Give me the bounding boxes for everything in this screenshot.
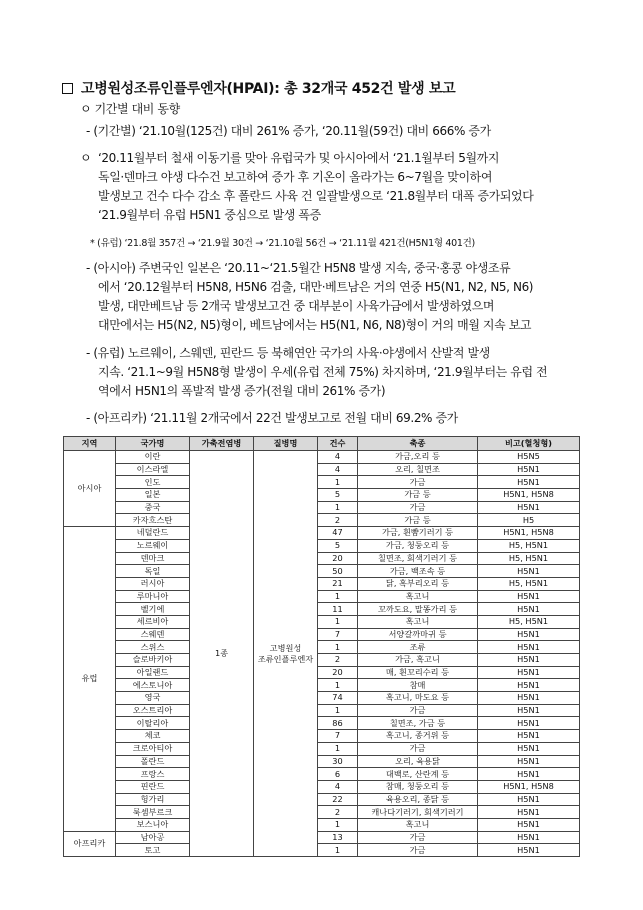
serotype-cell: H5N1: [478, 628, 580, 641]
table-row: [64, 666, 580, 679]
serotype-cell: H5N1: [478, 463, 580, 476]
serotype-cell: H5N1: [478, 793, 580, 806]
europe-line-2: 지속. ‘21.1~9월 H5N8형 발생이 우세(유럽 전체 75%) 차지하며, ‘21.9월부터는 유럽 전: [98, 365, 548, 379]
serotype-cell: H5N1: [478, 590, 580, 603]
serotype-cell: H5: [478, 514, 580, 527]
table-row: [64, 603, 580, 616]
table-row: [64, 704, 580, 717]
table-row: [64, 755, 580, 768]
count-cell: 30: [318, 755, 358, 768]
serotype-cell: H5N1: [478, 704, 580, 717]
count-cell: 4: [318, 451, 358, 464]
country-cell: 독일: [116, 565, 190, 578]
species-cell: 가금 등: [358, 489, 478, 502]
country-cell: 아일랜드: [116, 666, 190, 679]
species-cell: 대백로, 산란계 등: [358, 768, 478, 781]
count-cell: 1: [318, 818, 358, 831]
country-cell: 핀란드: [116, 780, 190, 793]
country-cell: 중국: [116, 501, 190, 514]
count-cell: 1: [318, 590, 358, 603]
country-cell: 에스토니아: [116, 679, 190, 692]
serotype-cell: H5N1: [478, 742, 580, 755]
country-cell: 이스라엘: [116, 463, 190, 476]
count-cell: 4: [318, 463, 358, 476]
species-cell: 혹고니: [358, 818, 478, 831]
count-cell: 1: [318, 742, 358, 755]
table-row: [64, 768, 580, 781]
count-cell: 50: [318, 565, 358, 578]
disease-name-line-1: 고병원성: [269, 642, 302, 653]
count-cell: 1: [318, 615, 358, 628]
header-disease-name: 질병명: [254, 437, 318, 451]
serotype-cell: H5N1: [478, 768, 580, 781]
count-cell: 20: [318, 666, 358, 679]
serotype-cell: H5N1: [478, 806, 580, 819]
table-header-row: [64, 437, 580, 451]
species-cell: 참매: [358, 679, 478, 692]
species-cell: 칠면조, 회색기러기 등: [358, 552, 478, 565]
count-cell: 22: [318, 793, 358, 806]
header-region: 지역: [64, 437, 116, 451]
country-cell: 룩셈부르크: [116, 806, 190, 819]
species-cell: 서양갈까마귀 등: [358, 628, 478, 641]
region-cell: 아프리카: [64, 831, 116, 856]
country-cell: 루마니아: [116, 590, 190, 603]
serotype-cell: H5N1: [478, 603, 580, 616]
serotype-cell: H5N1: [478, 717, 580, 730]
para1-line-1: ‘20.11월부터 철새 이동기를 맞아 유럽국가 및 아시아에서 ‘21.1월부터 5월까지: [98, 151, 500, 165]
count-cell: 13: [318, 831, 358, 844]
section-title: [62, 78, 455, 98]
country-cell: 프랑스: [116, 768, 190, 781]
count-cell: 2: [318, 514, 358, 527]
para1-line-4: ‘21.9월부터 유럽 H5N1 중심으로 발생 폭증: [98, 208, 321, 222]
serotype-cell: H5, H5N1: [478, 552, 580, 565]
species-cell: 가금: [358, 476, 478, 489]
table-row: [64, 692, 580, 705]
count-cell: 7: [318, 730, 358, 743]
count-cell: 2: [318, 654, 358, 667]
table-row: [64, 577, 580, 590]
header-serotype: 비고(혈청형): [478, 437, 580, 451]
serotype-cell: H5N1: [478, 679, 580, 692]
country-cell: 크로아티아: [116, 742, 190, 755]
table-row: [64, 742, 580, 755]
asia-line-3: 발생, 대만베트남 등 2개국 발생보고건 중 대부분이 사육가금에서 발생하였으며: [98, 299, 495, 313]
disease-name-line-2: 조류인플루엔자: [257, 653, 314, 664]
serotype-cell: H5, H5N1: [478, 577, 580, 590]
species-cell: 조류: [358, 641, 478, 654]
country-cell: 덴마크: [116, 552, 190, 565]
serotype-cell: H5N1, H5N8: [478, 780, 580, 793]
species-cell: 매, 흰꼬리수리 등: [358, 666, 478, 679]
species-cell: 혹고니, 마도요 등: [358, 692, 478, 705]
species-cell: 혹고니: [358, 615, 478, 628]
header-disease-class: 가축전염병: [190, 437, 254, 451]
africa-line: - (아프리카) ‘21.11월 2개국에서 22건 발생보고로 전월 대비 69.2% 증가: [86, 411, 458, 425]
period-line: - (기간별) ‘21.10월(125건) 대비 261% 증가, ‘20.11월(59건) 대비 666% 증가: [86, 124, 491, 138]
count-cell: 1: [318, 641, 358, 654]
species-cell: 가금: [358, 704, 478, 717]
table-row: [64, 552, 580, 565]
table-row: [64, 641, 580, 654]
disease-class-cell: 1종: [190, 451, 254, 857]
count-cell: 7: [318, 628, 358, 641]
table-row: [64, 628, 580, 641]
table-body: [64, 451, 580, 857]
table-row: [64, 476, 580, 489]
table-row: [64, 565, 580, 578]
serotype-cell: H5N1: [478, 692, 580, 705]
serotype-cell: H5, H5N1: [478, 615, 580, 628]
country-cell: 오스트리아: [116, 704, 190, 717]
species-cell: 가금, 백조속 등: [358, 565, 478, 578]
species-cell: 가금, 혹고니: [358, 654, 478, 667]
serotype-cell: H5N1: [478, 755, 580, 768]
species-cell: 닭, 혹부리오리 등: [358, 577, 478, 590]
asia-line-4: 대만에서는 H5(N2, N5)형이, 베트남에서는 H5(N1, N6, N8)형이 거의 매월 지속 보고: [98, 318, 532, 332]
species-cell: 혹고니, 종거위 등: [358, 730, 478, 743]
serotype-cell: H5N1: [478, 818, 580, 831]
country-cell: 러시아: [116, 577, 190, 590]
country-cell: 체코: [116, 730, 190, 743]
table-row: [64, 539, 580, 552]
count-cell: 11: [318, 603, 358, 616]
species-cell: 오리, 칠면조: [358, 463, 478, 476]
para1-line-3: 발생보고 건수 다수 감소 후 폴란드 사육 건 일괄발생으로 ‘21.8월부터 대폭 증가되었다: [98, 189, 534, 203]
serotype-cell: H5N5: [478, 451, 580, 464]
country-cell: 헝가리: [116, 793, 190, 806]
serotype-cell: H5N1, H5N8: [478, 527, 580, 540]
table-row: [64, 831, 580, 844]
asia-line-1: - (아시아) 주변국인 일본은 ‘20.11~‘21.5월간 H5N8 발생 지속, 중국·홍콩 야생조류: [86, 261, 511, 275]
species-cell: 혹고니: [358, 590, 478, 603]
country-cell: 벨기에: [116, 603, 190, 616]
species-cell: 가금: [358, 831, 478, 844]
count-cell: 1: [318, 501, 358, 514]
table-row: [64, 489, 580, 502]
country-cell: 노르웨이: [116, 539, 190, 552]
serotype-cell: H5, H5N1: [478, 539, 580, 552]
count-cell: 1: [318, 704, 358, 717]
count-cell: 1: [318, 679, 358, 692]
serotype-cell: H5N1: [478, 476, 580, 489]
count-cell: 1: [318, 476, 358, 489]
bullet-circle-icon: ㅇ: [80, 151, 92, 165]
country-cell: 스위스: [116, 641, 190, 654]
species-cell: 꼬까도요, 말똥가리 등: [358, 603, 478, 616]
table-row: [64, 615, 580, 628]
table-row: [64, 463, 580, 476]
checkbox-square-icon: [62, 83, 73, 94]
species-cell: 가금: [358, 742, 478, 755]
table-row: [64, 818, 580, 831]
period-heading: ㅇ 기간별 대비 동향: [80, 102, 180, 116]
count-cell: 1: [318, 844, 358, 857]
count-cell: 21: [318, 577, 358, 590]
country-cell: 이탈리아: [116, 717, 190, 730]
region-cell: 유럽: [64, 527, 116, 832]
country-cell: 영국: [116, 692, 190, 705]
species-cell: 캐나다기러기, 회색기러기: [358, 806, 478, 819]
count-cell: 5: [318, 539, 358, 552]
country-cell: 인도: [116, 476, 190, 489]
table-row: [64, 527, 580, 540]
table-row: [64, 514, 580, 527]
header-country: 국가명: [116, 437, 190, 451]
table-row: [64, 793, 580, 806]
table-row: [64, 590, 580, 603]
country-cell: 폴란드: [116, 755, 190, 768]
table-row: [64, 501, 580, 514]
count-cell: 4: [318, 780, 358, 793]
outbreak-table: [63, 436, 580, 857]
species-cell: 육용오리, 종닭 등: [358, 793, 478, 806]
country-cell: 슬로바키아: [116, 654, 190, 667]
europe-line-3: 역에서 H5N1의 폭발적 발생 증가(전월 대비 261% 증가): [98, 384, 386, 398]
serotype-cell: H5N1: [478, 501, 580, 514]
species-cell: 칠면조, 가금 등: [358, 717, 478, 730]
species-cell: 가금, 청둥오리 등: [358, 539, 478, 552]
header-species: 축종: [358, 437, 478, 451]
country-cell: 네덜란드: [116, 527, 190, 540]
table-row: [64, 806, 580, 819]
species-cell: 가금: [358, 844, 478, 857]
country-cell: 남아공: [116, 831, 190, 844]
count-cell: 20: [318, 552, 358, 565]
table-row: [64, 451, 580, 464]
table-row: [64, 780, 580, 793]
count-cell: 47: [318, 527, 358, 540]
count-cell: 5: [318, 489, 358, 502]
table-row: [64, 730, 580, 743]
para1-line-2: 독일·덴마크 야생 다수건 보고하여 증가 후 기온이 올라가는 6~7월을 맞이하여: [98, 170, 493, 184]
species-cell: 가금,오리 등: [358, 451, 478, 464]
species-cell: 가금 등: [358, 514, 478, 527]
country-cell: 보스니아: [116, 818, 190, 831]
country-cell: 세르비아: [116, 615, 190, 628]
species-cell: 가금: [358, 501, 478, 514]
table-row: [64, 717, 580, 730]
table-row: [64, 844, 580, 857]
title-text: 고병원성조류인플루엔자(HPAI): 총 32개국 452건 발생 보고: [81, 81, 456, 97]
country-cell: 이란: [116, 451, 190, 464]
disease-name-cell: [254, 451, 318, 857]
serotype-cell: H5N1: [478, 666, 580, 679]
europe-line-1: - (유럽) 노르웨이, 스웨덴, 핀란드 등 북해연안 국가의 사육·야생에서 산발적 발생: [86, 346, 490, 360]
country-cell: 스웨덴: [116, 628, 190, 641]
count-cell: 74: [318, 692, 358, 705]
country-cell: 토고: [116, 844, 190, 857]
europe-note: * (유럽) ‘21.8월 357건 → ‘21.9월 30건 → ‘21.10월 56건 → ‘21.11월 421건(H5N1형 401건): [90, 238, 475, 249]
count-cell: 86: [318, 717, 358, 730]
serotype-cell: H5N1: [478, 831, 580, 844]
serotype-cell: H5N1: [478, 844, 580, 857]
table-row: [64, 679, 580, 692]
table-row: [64, 654, 580, 667]
serotype-cell: H5N1: [478, 641, 580, 654]
species-cell: 오리, 육용닭: [358, 755, 478, 768]
serotype-cell: H5N1: [478, 565, 580, 578]
count-cell: 6: [318, 768, 358, 781]
header-count: 건수: [318, 437, 358, 451]
country-cell: 일본: [116, 489, 190, 502]
region-cell: 아시아: [64, 451, 116, 527]
serotype-cell: H5N1, H5N8: [478, 489, 580, 502]
count-cell: 2: [318, 806, 358, 819]
species-cell: 가금, 흰뺨기러기 등: [358, 527, 478, 540]
serotype-cell: H5N1: [478, 730, 580, 743]
country-cell: 카자흐스탄: [116, 514, 190, 527]
serotype-cell: H5N1: [478, 654, 580, 667]
asia-line-2: 에서 ‘20.12월부터 H5N8, H5N6 검출, 대만·베트남은 거의 연중 H5(N1, N2, N5, N6): [98, 280, 534, 294]
species-cell: 참매, 청둥오리 등: [358, 780, 478, 793]
